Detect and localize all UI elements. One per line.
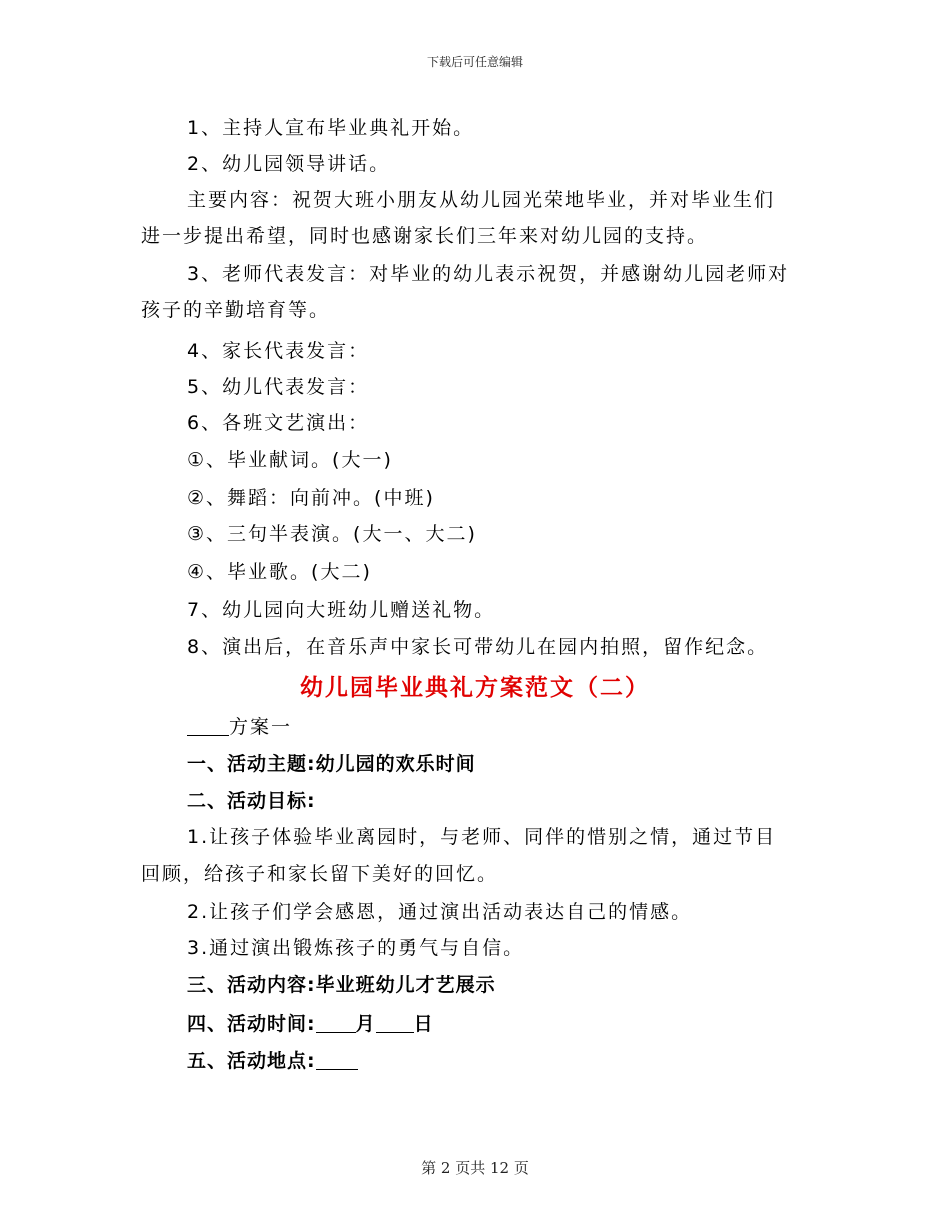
- program-item-6: 6、各班文艺演出：: [187, 412, 370, 434]
- program-item-5: 5、幼儿代表发言：: [187, 376, 370, 398]
- program-item-2: 2、幼儿园领导讲话。: [187, 153, 391, 175]
- program-item-8: 8、演出后，在音乐声中家长可带幼儿在园内拍照，留作纪念。: [187, 636, 769, 658]
- day-blank: [376, 1013, 414, 1033]
- performance-item-4: ④、毕业歌。(大二): [187, 561, 372, 583]
- day-label: 日: [413, 1013, 434, 1035]
- goal-1-line-1: 1.让孩子体验毕业离园时，与老师、同伴的惜别之情，通过节目: [187, 826, 777, 848]
- page-footer: 第 2 页共 12 页: [421, 1159, 529, 1177]
- program-item-7: 7、幼儿园向大班幼儿赠送礼物。: [187, 599, 496, 621]
- goal-1-line-2: 回顾，给孩子和家长留下美好的回忆。: [141, 863, 499, 885]
- activity-content: 三、活动内容:毕业班幼儿才艺展示: [187, 974, 496, 996]
- program-item-2-content-line-1: 主要内容：祝贺大班小朋友从幼儿园光荣地毕业，并对毕业生们: [187, 189, 776, 211]
- performance-item-3: ③、三句半表演。(大一、大二): [187, 523, 477, 545]
- program-item-3-line-1: 3、老师代表发言：对毕业的幼儿表示祝贺，并感谢幼儿园老师对: [187, 263, 790, 285]
- performance-item-2: ②、舞蹈：向前冲。(中班): [187, 487, 435, 509]
- blank-underline: [187, 716, 229, 736]
- page-header: 下载后可任意编辑: [426, 55, 523, 69]
- activity-place: [187, 1047, 358, 1075]
- activity-theme: 一、活动主题:幼儿园的欢乐时间: [187, 753, 476, 775]
- goal-2: 2.让孩子们学会感恩，通过演出活动表达自己的情感。: [187, 901, 693, 923]
- performance-item-1: ①、毕业献词。(大一): [187, 449, 393, 471]
- activity-time: [187, 1010, 434, 1038]
- plan-label: 方案一: [229, 716, 293, 738]
- activity-place-label: 五、活动地点:: [187, 1050, 316, 1072]
- place-blank: [316, 1050, 358, 1070]
- goal-3: 3.通过演出锻炼孩子的勇气与自信。: [187, 937, 525, 959]
- month-blank: [316, 1013, 356, 1033]
- activity-time-label: 四、活动时间:: [187, 1013, 316, 1035]
- plan-label-line: [187, 713, 292, 741]
- program-item-3-line-2: 孩子的辛勤培育等。: [141, 299, 331, 321]
- activity-goals-heading: 二、活动目标:: [187, 790, 316, 812]
- month-label: 月: [355, 1013, 376, 1035]
- section-title: 幼儿园毕业典礼方案范文（二）: [300, 675, 650, 701]
- program-item-2-content-line-2: 进一步提出希望，同时也感谢家长们三年来对幼儿园的支持。: [141, 225, 709, 247]
- program-item-4: 4、家长代表发言：: [187, 340, 370, 362]
- program-item-1: 1、主持人宣布毕业典礼开始。: [187, 117, 475, 139]
